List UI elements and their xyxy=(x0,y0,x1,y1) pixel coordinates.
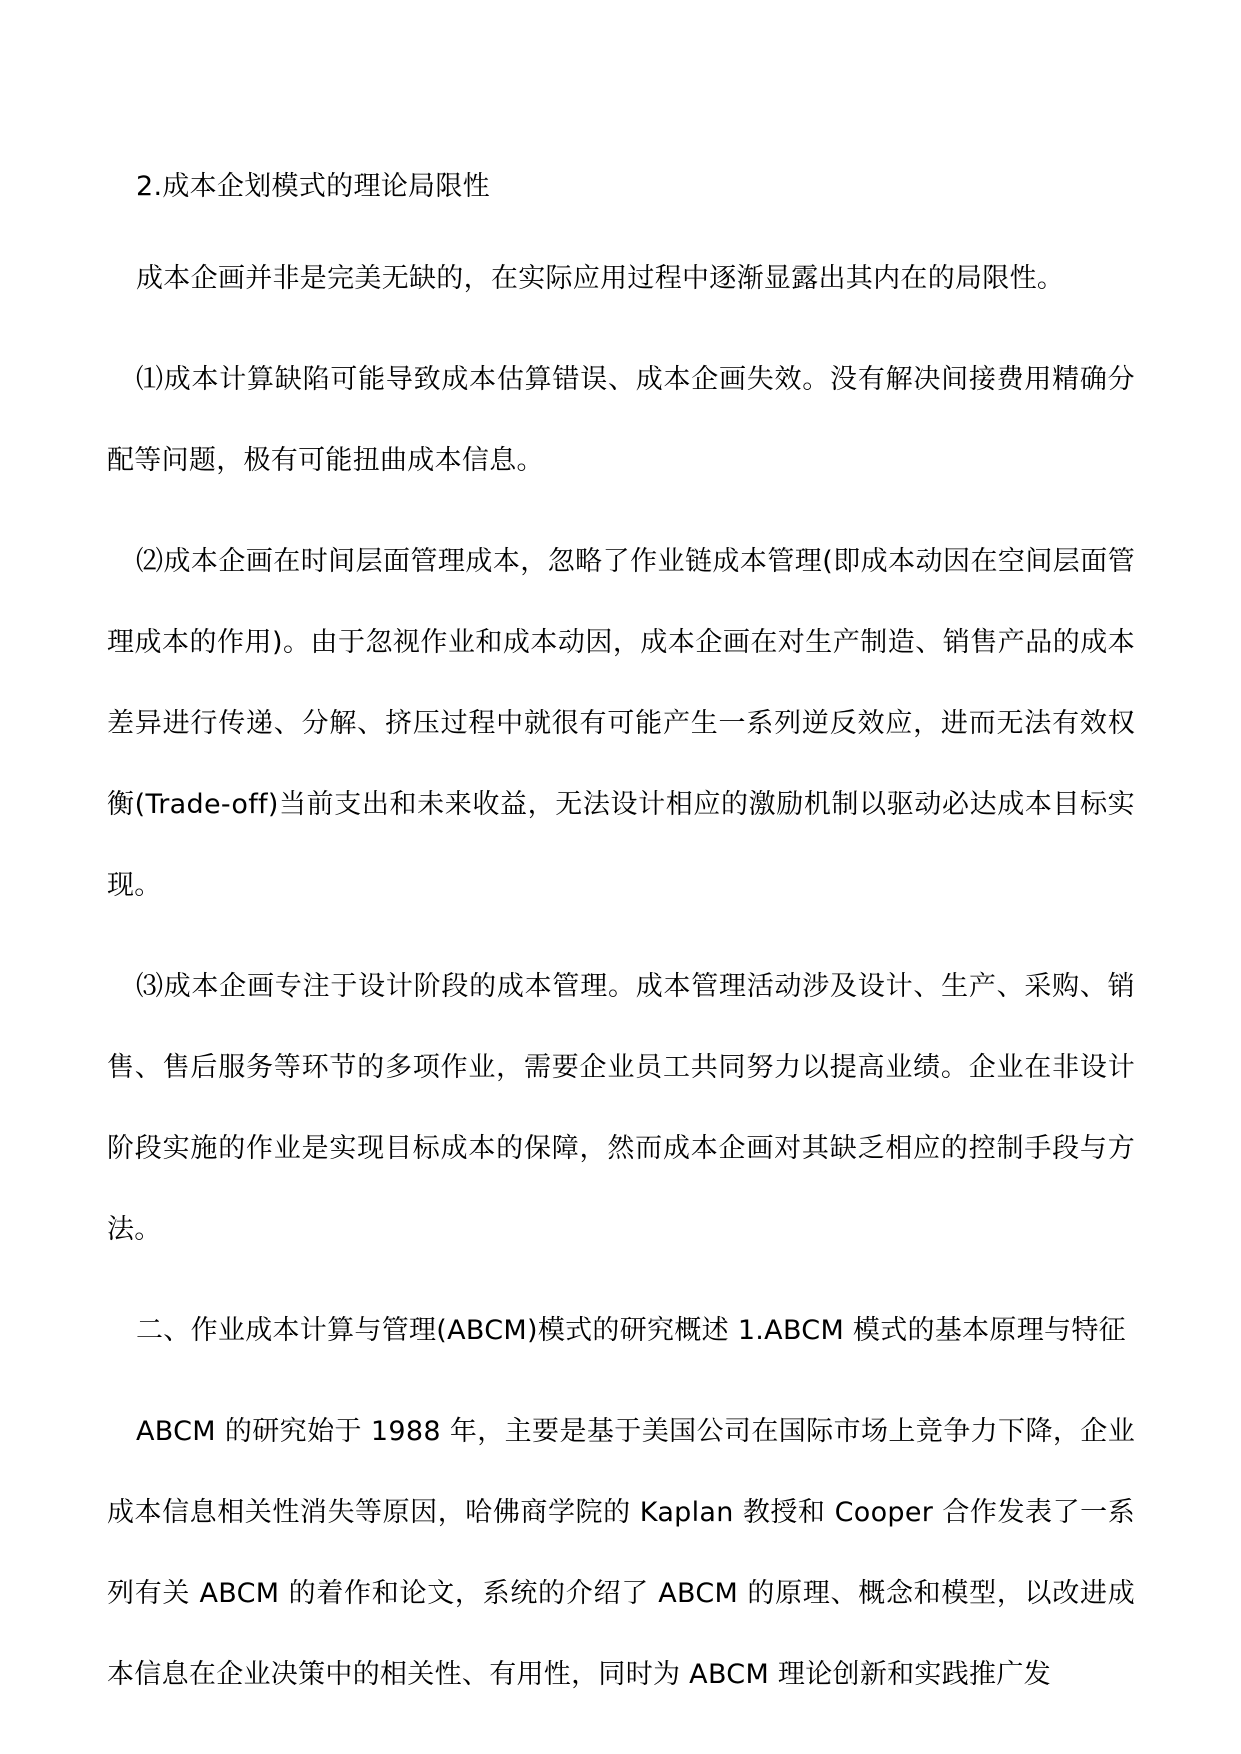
paragraph-point-3: ⑶成本企画专注于设计阶段的成本管理。成本管理活动涉及设计、生产、采购、销售、售后服务等环节的多项作业，需要企业员工共同努力以提高业绩。企业在非设计阶段实施的作业是实现目标成本的保障，然而成本企画对其缺乏相应的控制手段与方法。 xyxy=(107,971,1135,1245)
section-heading: 2.成本企划模式的理论局限性 xyxy=(136,171,490,202)
paragraph-abcm-body: ABCM 的研究始于 1988 年，主要是基于美国公司在国际市场上竞争力下降，企业成本信息相关性消失等原因，哈佛商学院的 Kaplan 教授和 Cooper 合作发表了一系列有关 ABCM 的着作和论文，系统的介绍了 ABCM 的原理、概念和模型，以改进成本信息在企业决策中的相关性、有用性，同时为 ABCM 理论创新和实践推广发 xyxy=(107,1416,1135,1690)
document-body xyxy=(107,164,1135,1735)
paragraph-abcm-heading: 二、作业成本计算与管理(ABCM)模式的研究概述 1.ABCM 模式的基本原理与特征 xyxy=(136,1315,1126,1346)
paragraph-intro: 成本企画并非是完美无缺的，在实际应用过程中逐渐显露出其内在的局限性。 xyxy=(136,263,1065,294)
paragraph-point-2: ⑵成本企画在时间层面管理成本，忽略了作业链成本管理(即成本动因在空间层面管理成本的作用)。由于忽视作业和成本动因，成本企画在对生产制造、销售产品的成本差异进行传递、分解、挤压过程中就很有可能产生一系列逆反效应，进而无法有效权衡(Trade-off)当前支出和未来收益，无法设计相应的激励机制以驱动必达成本目标实现。 xyxy=(107,546,1135,901)
paragraph-point-1: ⑴成本计算缺陷可能导致成本估算错误、成本企画失效。没有解决间接费用精确分配等问题，极有可能扭曲成本信息。 xyxy=(107,364,1135,476)
